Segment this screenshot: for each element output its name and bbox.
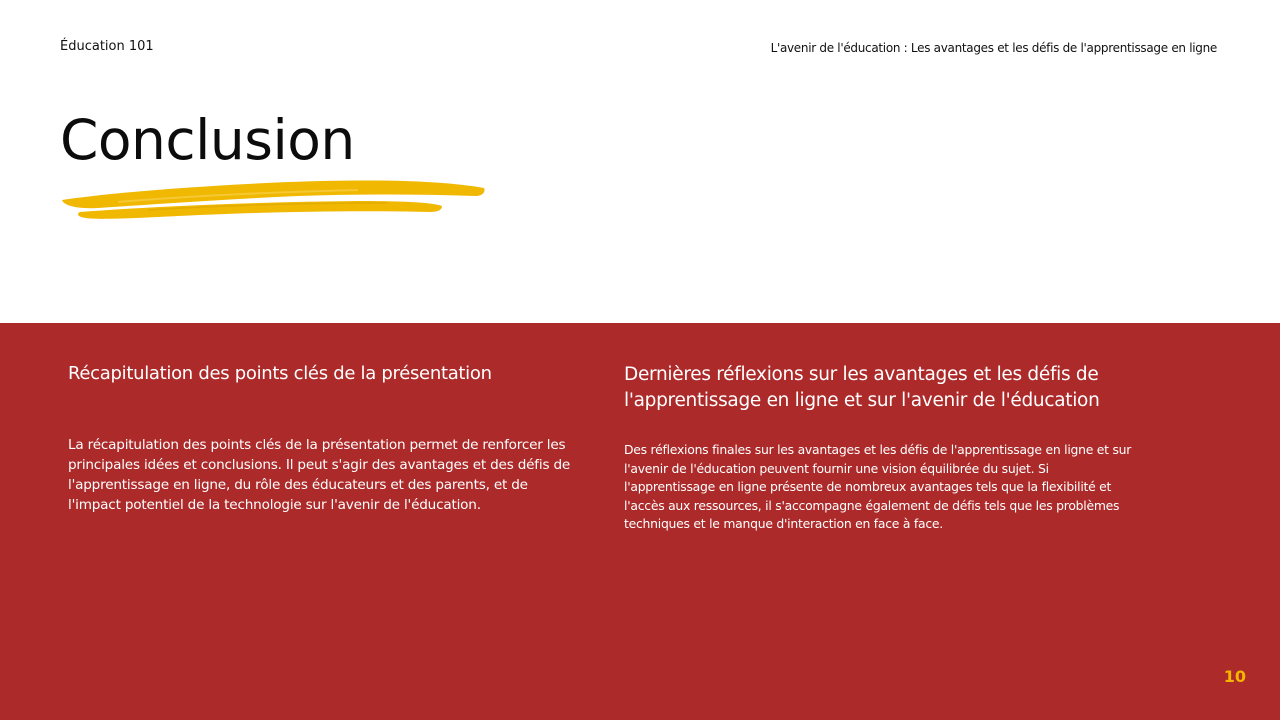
slide-title: Conclusion xyxy=(60,108,355,172)
page-number: 10 xyxy=(1223,667,1246,686)
brush-underline-decoration xyxy=(58,172,490,224)
summary-column xyxy=(68,361,583,515)
summary-body: La récapitulation des points clés de la présentation permet de renforcer les principales idées et conclusions. Il peut s'agir des avantages et des défis de l'apprentissage en ligne, du rôle des éducateurs et des parents, et de l'impact potentiel de la technologie sur l'avenir de l'éducation. xyxy=(68,437,571,513)
course-label: Éducation 101 xyxy=(60,39,154,54)
reflections-column xyxy=(624,362,1134,534)
summary-heading: Récapitulation des points clés de la présentation xyxy=(68,363,492,384)
reflections-body: Des réflexions finales sur les avantages et les défis de l'apprentissage en ligne et sur l'avenir de l'éducation peuvent fournir une vision équilibrée du sujet. Si l'apprentissage en ligne présente de nombreux avantages tels que la flexibilité et l'accès aux ressources, il s'accompagne également de défis tels que les problèmes techniques et le manque d'interaction en face à face. xyxy=(624,442,1132,531)
reflections-heading: Dernières réflexions sur les avantages et les défis de l'apprentissage en ligne et sur l'avenir de l'éducation xyxy=(624,364,1100,411)
presentation-subtitle: L'avenir de l'éducation : Les avantages et les défis de l'apprentissage en ligne xyxy=(770,41,1217,55)
